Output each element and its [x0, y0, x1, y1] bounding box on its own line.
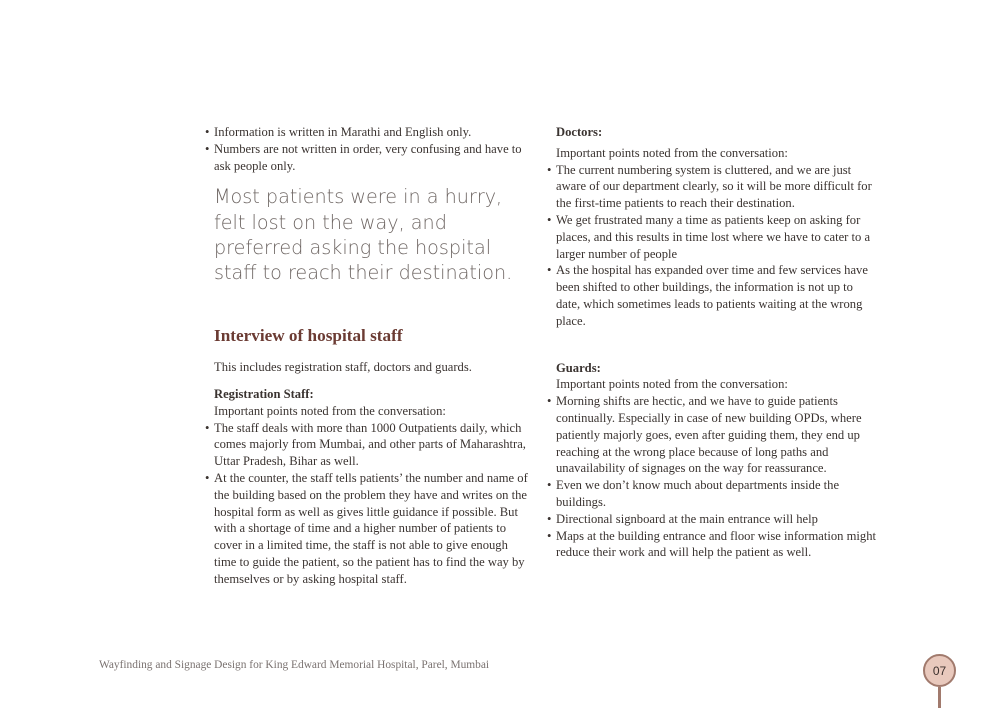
right-column: [547, 124, 877, 561]
intro-bullet-2: • Numbers are not written in order, very confusing and have to ask people only.: [205, 141, 531, 175]
doctors-lead: Important points noted from the conversation:: [556, 145, 788, 160]
doctors-bullet-3: • As the hospital has expanded over time and few services have been shifted to other buildings, the information is not up to date, which sometimes leads to patients waiting at the wrong place.: [547, 262, 877, 329]
registration-bullet-list: [205, 420, 531, 588]
footer-title: Wayfinding and Signage Design for King Edward Memorial Hospital, Parel, Mumbai: [99, 659, 490, 671]
guards-lead: Important points noted from the conversation:: [556, 377, 788, 392]
doctors-bullet-1: • The current numbering system is cluttered, and we are just aware of our department clearly, so it will be more difficult for the first-time patients to reach their destination.: [547, 162, 877, 212]
registration-heading: Registration Staff:: [214, 387, 314, 401]
registration-bullet-2: • At the counter, the staff tells patients’ the number and name of the building based on the problem they have and writes on the hospital form as well as gives little guidance if possible. But with a shortage of time and a higher number of patients to cover in a limited time, the staff is not able to give enough time to guide the patient, so the patient has to find the way by themselves or by asking hospital staff.: [205, 470, 531, 588]
registration-bullet-1: • The staff deals with more than 1000 Outpatients daily, which comes majorly from Mumbai, and other parts of Maharashtra, Uttar Pradesh, Bihar as well.: [205, 420, 531, 470]
pull-quote: Most patients were in a hurry, felt lost on the way, and preferred asking the hospital staff to reach their destination.: [214, 185, 513, 284]
guards-bullet-3: • Directional signboard at the main entrance will help: [547, 511, 877, 528]
registration-staff-block: [205, 386, 531, 588]
guards-bullet-1: • Morning shifts are hectic, and we have to guide patients continually. Especially in case of new building OPDs, where patiently majorly goes, even after guiding them, they end up reaching at the wrong place because of long paths and unavailability of signages on the way for reassurance.: [547, 393, 877, 477]
left-column: [205, 124, 531, 588]
guards-bullet-4: • Maps at the building entrance and floor wise information might reduce their work and will help the patient as well.: [547, 528, 877, 562]
intro-bullet-1: • Information is written in Marathi and English only.: [205, 124, 531, 141]
intro-bullet-list: [205, 124, 531, 174]
guards-bullet-2: • Even we don’t know much about departments inside the buildings.: [547, 477, 877, 511]
section-title: Interview of hospital staff: [214, 326, 403, 346]
section-intro: This includes registration staff, doctors and guards.: [214, 360, 472, 375]
guards-bullet-list: [547, 393, 877, 561]
page-number-badge: 07: [923, 654, 956, 687]
doctors-block: [547, 124, 877, 330]
page-badge-stem: [938, 687, 941, 708]
guards-block: [547, 360, 877, 562]
doctors-bullet-2: • We get frustrated many a time as patients keep on asking for places, and this results in time lost where we have to cater to a larger number of people: [547, 212, 877, 262]
guards-heading: Guards:: [556, 360, 601, 375]
doctors-heading: Doctors:: [556, 125, 603, 139]
registration-lead: Important points noted from the conversation:: [214, 403, 446, 418]
doctors-bullet-list: [547, 162, 877, 330]
